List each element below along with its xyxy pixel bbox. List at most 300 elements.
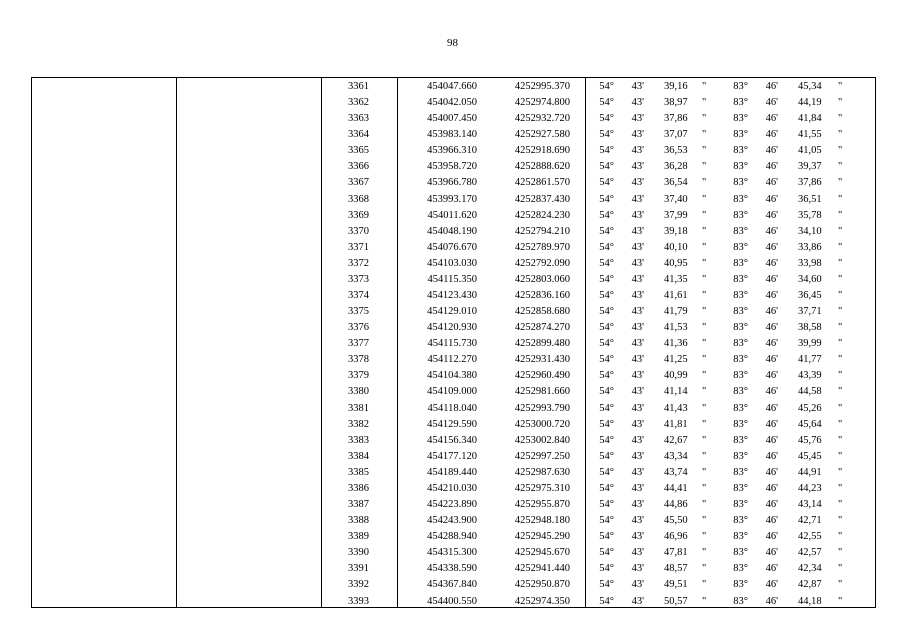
longitude-seconds: 42,57 xyxy=(798,547,822,559)
longitude-minutes xyxy=(763,481,778,497)
deg-symbol: ° xyxy=(609,161,614,173)
table-row xyxy=(32,594,875,610)
seconds-symbol: " xyxy=(838,145,843,157)
longitude-minutes xyxy=(763,256,778,272)
x-coordinate: 454048.190 xyxy=(427,225,477,237)
longitude-degrees-value: 83 xyxy=(733,466,744,478)
latitude-minutes xyxy=(629,529,644,545)
longitude-degrees xyxy=(732,288,748,304)
x-coordinate: 454120.930 xyxy=(427,322,477,334)
longitude-degrees xyxy=(732,175,748,191)
latitude-degrees-value: 54 xyxy=(599,418,610,430)
min-symbol: ' xyxy=(776,81,778,92)
table-row xyxy=(32,143,875,159)
min-symbol: ' xyxy=(642,209,644,221)
min-symbol: ' xyxy=(776,466,778,478)
y-coordinate: 4252918.690 xyxy=(514,145,570,157)
latitude-degrees xyxy=(598,95,614,111)
longitude-minutes-value: 46 xyxy=(765,499,777,511)
table-row xyxy=(32,304,875,320)
longitude-degrees xyxy=(732,417,748,433)
x-coordinate: 454104.380 xyxy=(427,370,477,382)
x-coordinate: 454177.120 xyxy=(427,450,477,462)
latitude-minutes xyxy=(629,401,644,417)
min-symbol: ' xyxy=(776,257,778,269)
seconds-symbol: " xyxy=(838,290,843,302)
latitude-minutes xyxy=(629,256,644,272)
latitude-minutes xyxy=(629,577,644,593)
table-row xyxy=(32,513,875,529)
longitude-degrees xyxy=(732,497,748,513)
latitude-seconds: 46,96 xyxy=(664,531,688,543)
latitude-minutes xyxy=(629,143,644,159)
deg-symbol: ° xyxy=(743,531,748,543)
latitude-minutes xyxy=(629,159,644,175)
y-coordinate: 4252858.680 xyxy=(514,306,570,318)
y-coordinate: 4252941.440 xyxy=(514,563,570,575)
seconds-symbol: " xyxy=(838,418,843,430)
deg-symbol: ° xyxy=(609,193,614,205)
latitude-degrees xyxy=(598,127,614,143)
deg-symbol: ° xyxy=(609,338,614,350)
table-row xyxy=(32,127,875,143)
min-symbol: ' xyxy=(776,145,778,157)
longitude-minutes-value: 46 xyxy=(765,402,777,414)
longitude-minutes xyxy=(763,111,778,127)
longitude-minutes-value: 46 xyxy=(765,145,777,157)
longitude-seconds: 35,78 xyxy=(798,209,822,221)
deg-symbol: ° xyxy=(609,434,614,446)
y-coordinate: 4252927.580 xyxy=(514,129,570,141)
y-coordinate: 4252932.720 xyxy=(514,113,570,125)
deg-symbol: ° xyxy=(609,290,614,302)
latitude-seconds: 49,51 xyxy=(664,579,688,591)
longitude-seconds: 41,05 xyxy=(798,145,822,157)
seconds-symbol: " xyxy=(702,161,707,173)
point-number: 3392 xyxy=(348,579,369,591)
longitude-degrees xyxy=(732,79,748,95)
seconds-symbol: " xyxy=(838,209,843,221)
min-symbol: ' xyxy=(776,193,778,205)
latitude-degrees xyxy=(598,320,614,336)
seconds-symbol: " xyxy=(838,563,843,575)
longitude-minutes-value: 46 xyxy=(765,386,777,398)
deg-symbol: ° xyxy=(609,145,614,157)
seconds-symbol: " xyxy=(702,499,707,511)
deg-symbol: ° xyxy=(609,209,614,221)
x-coordinate: 454338.590 xyxy=(427,563,477,575)
longitude-minutes-value: 46 xyxy=(765,97,777,109)
latitude-seconds: 43,74 xyxy=(664,466,688,478)
longitude-minutes-value: 46 xyxy=(765,225,777,237)
latitude-minutes-value: 43 xyxy=(631,595,643,607)
seconds-symbol: " xyxy=(702,81,707,92)
longitude-degrees-value: 83 xyxy=(733,225,744,237)
x-coordinate: 454129.590 xyxy=(427,418,477,430)
table-row xyxy=(32,79,875,95)
latitude-degrees-value: 54 xyxy=(599,563,610,575)
seconds-symbol: " xyxy=(702,113,707,125)
longitude-seconds: 45,26 xyxy=(798,402,822,414)
latitude-seconds: 43,34 xyxy=(664,450,688,462)
latitude-minutes xyxy=(629,352,644,368)
longitude-seconds: 44,58 xyxy=(798,386,822,398)
latitude-degrees-value: 54 xyxy=(599,531,610,543)
deg-symbol: ° xyxy=(743,81,748,92)
longitude-degrees-value: 83 xyxy=(733,306,744,318)
deg-symbol: ° xyxy=(609,97,614,109)
longitude-degrees xyxy=(732,272,748,288)
seconds-symbol: " xyxy=(702,193,707,205)
latitude-minutes-value: 43 xyxy=(631,322,643,334)
longitude-degrees xyxy=(732,561,748,577)
latitude-degrees-value: 54 xyxy=(599,482,610,494)
latitude-minutes-value: 43 xyxy=(631,563,643,575)
longitude-degrees xyxy=(732,449,748,465)
deg-symbol: ° xyxy=(609,225,614,237)
latitude-degrees-value: 54 xyxy=(599,402,610,414)
min-symbol: ' xyxy=(776,338,778,350)
deg-symbol: ° xyxy=(743,209,748,221)
y-coordinate: 4252993.790 xyxy=(514,402,570,414)
latitude-degrees xyxy=(598,159,614,175)
min-symbol: ' xyxy=(776,579,778,591)
longitude-seconds: 45,45 xyxy=(798,450,822,462)
x-coordinate: 454011.620 xyxy=(427,209,477,221)
min-symbol: ' xyxy=(642,241,644,253)
latitude-seconds: 45,50 xyxy=(664,515,688,527)
latitude-minutes xyxy=(629,465,644,481)
latitude-seconds: 41,61 xyxy=(664,290,688,302)
x-coordinate: 454112.270 xyxy=(427,354,477,366)
seconds-symbol: " xyxy=(702,547,707,559)
deg-symbol: ° xyxy=(609,370,614,382)
longitude-minutes xyxy=(763,465,778,481)
min-symbol: ' xyxy=(776,177,778,189)
longitude-degrees xyxy=(732,192,748,208)
seconds-symbol: " xyxy=(838,193,843,205)
seconds-symbol: " xyxy=(702,370,707,382)
latitude-minutes-value: 43 xyxy=(631,370,643,382)
longitude-minutes-value: 46 xyxy=(765,531,777,543)
deg-symbol: ° xyxy=(609,129,614,141)
latitude-degrees-value: 54 xyxy=(599,161,610,173)
y-coordinate: 4253002.840 xyxy=(514,434,570,446)
longitude-degrees-value: 83 xyxy=(733,177,744,189)
latitude-minutes xyxy=(629,304,644,320)
latitude-minutes-value: 43 xyxy=(631,499,643,511)
latitude-seconds: 40,10 xyxy=(664,241,688,253)
x-coordinate: 454129.010 xyxy=(427,306,477,318)
y-coordinate: 4252981.660 xyxy=(514,386,570,398)
latitude-degrees xyxy=(598,497,614,513)
longitude-degrees-value: 83 xyxy=(733,515,744,527)
table-row xyxy=(32,320,875,336)
longitude-degrees-value: 83 xyxy=(733,547,744,559)
y-coordinate: 4252975.310 xyxy=(514,482,570,494)
point-number: 3379 xyxy=(348,370,369,382)
latitude-minutes xyxy=(629,497,644,513)
page-number: 98 xyxy=(447,37,458,49)
latitude-degrees-value: 54 xyxy=(599,290,610,302)
longitude-minutes-value: 46 xyxy=(765,306,777,318)
min-symbol: ' xyxy=(642,177,644,189)
min-symbol: ' xyxy=(776,563,778,575)
longitude-seconds: 42,87 xyxy=(798,579,822,591)
deg-symbol: ° xyxy=(609,579,614,591)
longitude-degrees-value: 83 xyxy=(733,418,744,430)
min-symbol: ' xyxy=(776,241,778,253)
y-coordinate: 4252836.160 xyxy=(514,290,570,302)
seconds-symbol: " xyxy=(702,290,707,302)
x-coordinate: 454115.730 xyxy=(427,338,477,350)
longitude-seconds: 45,64 xyxy=(798,418,822,430)
longitude-degrees-value: 83 xyxy=(733,145,744,157)
deg-symbol: ° xyxy=(743,129,748,141)
longitude-minutes xyxy=(763,561,778,577)
longitude-minutes-value: 46 xyxy=(765,466,777,478)
y-coordinate: 4252987.630 xyxy=(514,466,570,478)
longitude-minutes-value: 46 xyxy=(765,273,777,285)
latitude-seconds: 37,86 xyxy=(664,113,688,125)
deg-symbol: ° xyxy=(743,515,748,527)
longitude-minutes xyxy=(763,401,778,417)
longitude-degrees-value: 83 xyxy=(733,290,744,302)
point-number: 3387 xyxy=(348,499,369,511)
deg-symbol: ° xyxy=(609,515,614,527)
seconds-symbol: " xyxy=(702,579,707,591)
longitude-minutes-value: 46 xyxy=(765,322,777,334)
y-coordinate: 4252960.490 xyxy=(514,370,570,382)
latitude-minutes-value: 43 xyxy=(631,306,643,318)
min-symbol: ' xyxy=(642,418,644,430)
seconds-symbol: " xyxy=(838,113,843,125)
point-number: 3383 xyxy=(348,434,369,446)
min-symbol: ' xyxy=(776,209,778,221)
latitude-degrees xyxy=(598,465,614,481)
seconds-symbol: " xyxy=(702,273,707,285)
latitude-seconds: 44,41 xyxy=(664,482,688,494)
latitude-degrees xyxy=(598,208,614,224)
latitude-minutes xyxy=(629,594,644,610)
latitude-seconds: 41,14 xyxy=(664,386,688,398)
latitude-seconds: 50,57 xyxy=(664,595,688,607)
table-row xyxy=(32,401,875,417)
longitude-minutes xyxy=(763,320,778,336)
seconds-symbol: " xyxy=(838,129,843,141)
latitude-minutes-value: 43 xyxy=(631,129,643,141)
longitude-minutes-value: 46 xyxy=(765,595,777,607)
deg-symbol: ° xyxy=(609,547,614,559)
latitude-minutes xyxy=(629,336,644,352)
min-symbol: ' xyxy=(776,482,778,494)
longitude-minutes-value: 46 xyxy=(765,563,777,575)
latitude-minutes xyxy=(629,320,644,336)
longitude-seconds: 41,55 xyxy=(798,129,822,141)
point-number: 3386 xyxy=(348,482,369,494)
longitude-seconds: 37,86 xyxy=(798,177,822,189)
seconds-symbol: " xyxy=(838,531,843,543)
min-symbol: ' xyxy=(642,97,644,109)
latitude-seconds: 39,18 xyxy=(664,225,688,237)
latitude-degrees-value: 54 xyxy=(599,595,610,607)
seconds-symbol: " xyxy=(702,418,707,430)
longitude-minutes xyxy=(763,529,778,545)
longitude-degrees-value: 83 xyxy=(733,370,744,382)
min-symbol: ' xyxy=(642,81,644,92)
longitude-minutes xyxy=(763,417,778,433)
point-number: 3382 xyxy=(348,418,369,430)
latitude-degrees-value: 54 xyxy=(599,354,610,366)
deg-symbol: ° xyxy=(743,113,748,125)
point-number: 3380 xyxy=(348,386,369,398)
point-number: 3393 xyxy=(348,595,369,607)
table-row xyxy=(32,288,875,304)
deg-symbol: ° xyxy=(743,177,748,189)
min-symbol: ' xyxy=(642,450,644,462)
seconds-symbol: " xyxy=(702,386,707,398)
y-coordinate: 4252995.370 xyxy=(514,81,570,92)
min-symbol: ' xyxy=(642,595,644,607)
deg-symbol: ° xyxy=(743,354,748,366)
seconds-symbol: " xyxy=(702,257,707,269)
deg-symbol: ° xyxy=(743,466,748,478)
table-row xyxy=(32,529,875,545)
longitude-minutes-value: 46 xyxy=(765,161,777,173)
x-coordinate: 454109.000 xyxy=(427,386,477,398)
longitude-minutes-value: 46 xyxy=(765,241,777,253)
longitude-degrees-value: 83 xyxy=(733,595,744,607)
seconds-symbol: " xyxy=(702,466,707,478)
table-row xyxy=(32,208,875,224)
x-coordinate: 453993.170 xyxy=(427,193,477,205)
x-coordinate: 454123.430 xyxy=(427,290,477,302)
point-number: 3374 xyxy=(348,290,369,302)
longitude-degrees xyxy=(732,208,748,224)
y-coordinate: 4252824.230 xyxy=(514,209,570,221)
latitude-minutes xyxy=(629,433,644,449)
longitude-minutes xyxy=(763,545,778,561)
table-row xyxy=(32,465,875,481)
longitude-seconds: 39,37 xyxy=(798,161,822,173)
latitude-minutes xyxy=(629,288,644,304)
latitude-degrees-value: 54 xyxy=(599,145,610,157)
longitude-minutes-value: 46 xyxy=(765,434,777,446)
deg-symbol: ° xyxy=(743,418,748,430)
latitude-minutes-value: 43 xyxy=(631,434,643,446)
point-number: 3364 xyxy=(348,129,369,141)
longitude-degrees-value: 83 xyxy=(733,241,744,253)
longitude-seconds: 44,23 xyxy=(798,482,822,494)
x-coordinate: 454210.030 xyxy=(427,482,477,494)
longitude-minutes xyxy=(763,336,778,352)
longitude-minutes xyxy=(763,240,778,256)
longitude-minutes xyxy=(763,513,778,529)
deg-symbol: ° xyxy=(609,354,614,366)
latitude-minutes-value: 43 xyxy=(631,515,643,527)
latitude-seconds: 36,53 xyxy=(664,145,688,157)
seconds-symbol: " xyxy=(702,595,707,607)
table-row xyxy=(32,159,875,175)
min-symbol: ' xyxy=(642,354,644,366)
longitude-seconds: 45,76 xyxy=(798,434,822,446)
longitude-minutes xyxy=(763,449,778,465)
seconds-symbol: " xyxy=(702,338,707,350)
seconds-symbol: " xyxy=(702,129,707,141)
deg-symbol: ° xyxy=(743,563,748,575)
seconds-symbol: " xyxy=(838,241,843,253)
x-coordinate: 454042.050 xyxy=(427,97,477,109)
deg-symbol: ° xyxy=(743,257,748,269)
latitude-seconds: 47,81 xyxy=(664,547,688,559)
deg-symbol: ° xyxy=(609,322,614,334)
min-symbol: ' xyxy=(776,434,778,446)
y-coordinate: 4253000.720 xyxy=(514,418,570,430)
point-number: 3385 xyxy=(348,466,369,478)
longitude-degrees xyxy=(732,594,748,610)
deg-symbol: ° xyxy=(743,193,748,205)
longitude-degrees-value: 83 xyxy=(733,257,744,269)
longitude-degrees xyxy=(732,304,748,320)
seconds-symbol: " xyxy=(838,547,843,559)
longitude-minutes xyxy=(763,594,778,610)
seconds-symbol: " xyxy=(838,306,843,318)
x-coordinate: 453958.720 xyxy=(427,161,477,173)
longitude-seconds: 36,51 xyxy=(798,193,822,205)
y-coordinate: 4252861.570 xyxy=(514,177,570,189)
min-symbol: ' xyxy=(776,370,778,382)
latitude-minutes-value: 43 xyxy=(631,209,643,221)
x-coordinate: 454367.840 xyxy=(427,579,477,591)
longitude-minutes xyxy=(763,368,778,384)
min-symbol: ' xyxy=(776,595,778,607)
latitude-seconds: 41,36 xyxy=(664,338,688,350)
latitude-minutes xyxy=(629,240,644,256)
longitude-seconds: 38,58 xyxy=(798,322,822,334)
seconds-symbol: " xyxy=(838,97,843,109)
min-symbol: ' xyxy=(776,515,778,527)
table-row xyxy=(32,481,875,497)
latitude-seconds: 41,81 xyxy=(664,418,688,430)
deg-symbol: ° xyxy=(609,482,614,494)
latitude-degrees-value: 54 xyxy=(599,209,610,221)
latitude-degrees-value: 54 xyxy=(599,273,610,285)
point-number: 3376 xyxy=(348,322,369,334)
table-row xyxy=(32,272,875,288)
table-row xyxy=(32,449,875,465)
longitude-degrees xyxy=(732,545,748,561)
min-symbol: ' xyxy=(642,563,644,575)
latitude-degrees-value: 54 xyxy=(599,579,610,591)
min-symbol: ' xyxy=(642,225,644,237)
min-symbol: ' xyxy=(776,225,778,237)
seconds-symbol: " xyxy=(838,595,843,607)
seconds-symbol: " xyxy=(702,97,707,109)
table-row xyxy=(32,256,875,272)
longitude-minutes-value: 46 xyxy=(765,257,777,269)
seconds-symbol: " xyxy=(702,145,707,157)
y-coordinate: 4252955.870 xyxy=(514,499,570,511)
latitude-minutes xyxy=(629,127,644,143)
latitude-degrees-value: 54 xyxy=(599,177,610,189)
latitude-minutes xyxy=(629,417,644,433)
point-number: 3371 xyxy=(348,241,369,253)
deg-symbol: ° xyxy=(609,113,614,125)
y-coordinate: 4252794.210 xyxy=(514,225,570,237)
latitude-degrees xyxy=(598,384,614,400)
longitude-degrees-value: 83 xyxy=(733,81,744,92)
deg-symbol: ° xyxy=(609,306,614,318)
